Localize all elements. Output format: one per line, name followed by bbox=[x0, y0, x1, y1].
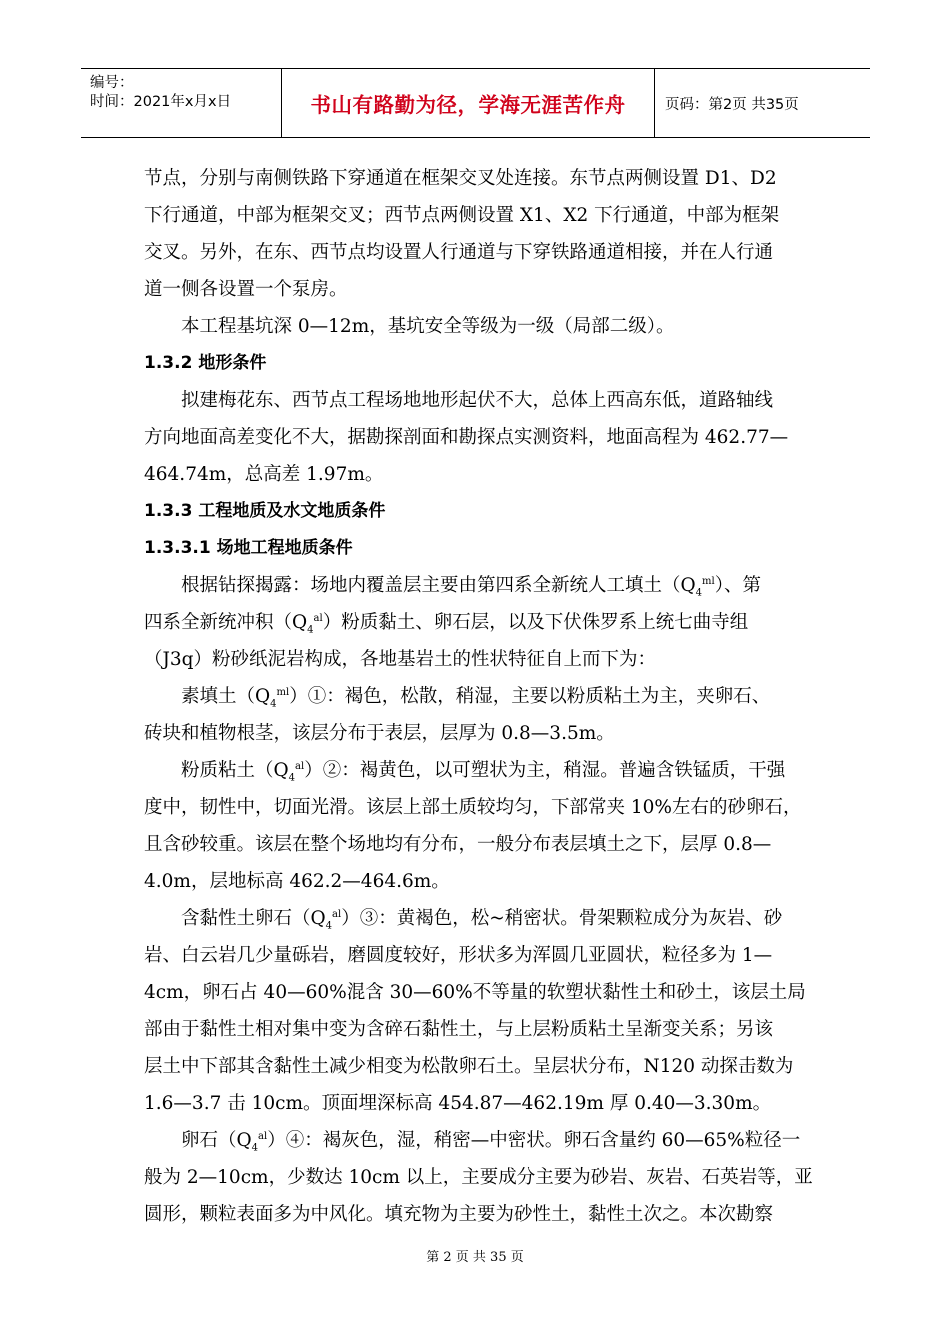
page-footer: 第 2 页 共 35 页 bbox=[426, 1250, 524, 1265]
text-line: 交叉。另外，在东、西节点均设置人行通道与下穿铁路通道相接，并在人行通 bbox=[144, 242, 774, 263]
section-heading-1-3-2: 1.3.2 地形条件 bbox=[144, 353, 267, 373]
text-line: 砖块和植物根茎，该层分布于表层，层厚为 0.8—3.5m。 bbox=[144, 723, 615, 744]
page-header bbox=[81, 68, 870, 138]
section-heading-1-3-3: 1.3.3 工程地质及水文地质条件 bbox=[144, 501, 386, 521]
text-line: 部由于黏性土相对集中变为含碎石黏性土，与上层粉质粘土呈渐变关系；另该 bbox=[144, 1019, 774, 1040]
text-line: 且含砂较重。该层在整个场地均有分布，一般分布表层填土之下，层厚 0.8— bbox=[144, 834, 772, 855]
doc-number-label: 编号： bbox=[90, 75, 134, 91]
text-line: 4cm，卵石占 40—60%混含 30—60%不等量的软塑状黏性土和砂土，该层土局 bbox=[144, 982, 806, 1003]
text-line: 圆形，颗粒表面多为中风化。填充物为主要为砂性土，黏性土次之。本次勘察 bbox=[144, 1204, 774, 1225]
doc-date-label: 时间：2021年x月x日 bbox=[90, 94, 232, 110]
text-line: 4.0m，层地标高 462.2—464.6m。 bbox=[144, 871, 450, 892]
text-line: 方向地面高差变化不大，据勘探剖面和勘探点实测资料，地面高程为 462.77— bbox=[144, 427, 789, 448]
text-line: 般为 2—10cm，少数达 10cm 以上，主要成分主要为砂岩、灰岩、石英岩等，亚 bbox=[144, 1167, 813, 1188]
text-line: 度中，韧性中，切面光滑。该层上部土质较均匀，下部常夹 10%左右的砂卵石， bbox=[144, 797, 802, 818]
text-line: 四系全新统冲积$(Q_4^{al})$粉质黏土、卵石层，以及下伏侏罗系上统七曲寺组 bbox=[144, 612, 749, 636]
text-line: 层土中下部其含黏性土减少相变为松散卵石土。呈层状分布，N120 动探击数为 bbox=[144, 1056, 794, 1077]
text-line: 含黏性土卵石$(Q_4^{al})③$：黄褐色，松~稍密状。骨架颗粒成分为灰岩、砂 bbox=[181, 908, 783, 932]
header-motto: 书山有路勤为径，学海无涯苦作舟 bbox=[281, 69, 655, 137]
text-line: 1.6—3.7 击 10cm。顶面埋深标高 454.87—462.19m 厚 0.40—3.30m。 bbox=[144, 1093, 772, 1114]
text-line: 根据钻探揭露：场地内覆盖层主要由第四系全新统人工填土$(Q_4^{ml})$、第 bbox=[181, 575, 761, 599]
text-line: 拟建梅花东、西节点工程场地地形起伏不大，总体上西高东低，道路轴线 bbox=[181, 390, 774, 411]
text-line: 卵石$(Q_4^{al})④$：褐灰色，湿，稍密—中密状。卵石含量约 60—65%粒径一 bbox=[181, 1130, 801, 1154]
text-line: 本工程基坑深 0—12m，基坑安全等级为一级（局部二级）。 bbox=[181, 316, 675, 337]
text-line: 464.74m，总高差 1.97m。 bbox=[144, 464, 384, 485]
header-page-number: 页码：第2页 共35页 bbox=[665, 96, 799, 113]
text-line: 岩、白云岩几少量砾岩，磨圆度较好，形状多为浑圆几亚圆状，粒径多为 1— bbox=[144, 945, 773, 966]
text-line: （J3q）粉砂纸泥岩构成，各地基岩土的性状特征自上而下为： bbox=[144, 649, 657, 670]
header-meta bbox=[81, 69, 281, 137]
text-line: 粉质粘土$(Q_4^{al})②$：褐黄色，以可塑状为主，稍湿。普遍含铁锰质，干强 bbox=[181, 760, 786, 784]
text-line: 节点，分别与南侧铁路下穿通道在框架交叉处连接。东节点两侧设置 D1、D2 bbox=[144, 168, 777, 189]
text-line: 道一侧各设置一个泵房。 bbox=[144, 279, 348, 300]
text-line: 下行通道，中部为框架交叉；西节点两侧设置 X1、X2 下行通道，中部为框架 bbox=[144, 205, 780, 226]
section-heading-1-3-3-1: 1.3.3.1 场地工程地质条件 bbox=[144, 538, 353, 558]
document-body bbox=[144, 160, 812, 1233]
text-line: 素填土$(Q_4^{ml})①$：褐色，松散，稍湿，主要以粉质粘土为主，夹卵石、 bbox=[181, 686, 771, 710]
